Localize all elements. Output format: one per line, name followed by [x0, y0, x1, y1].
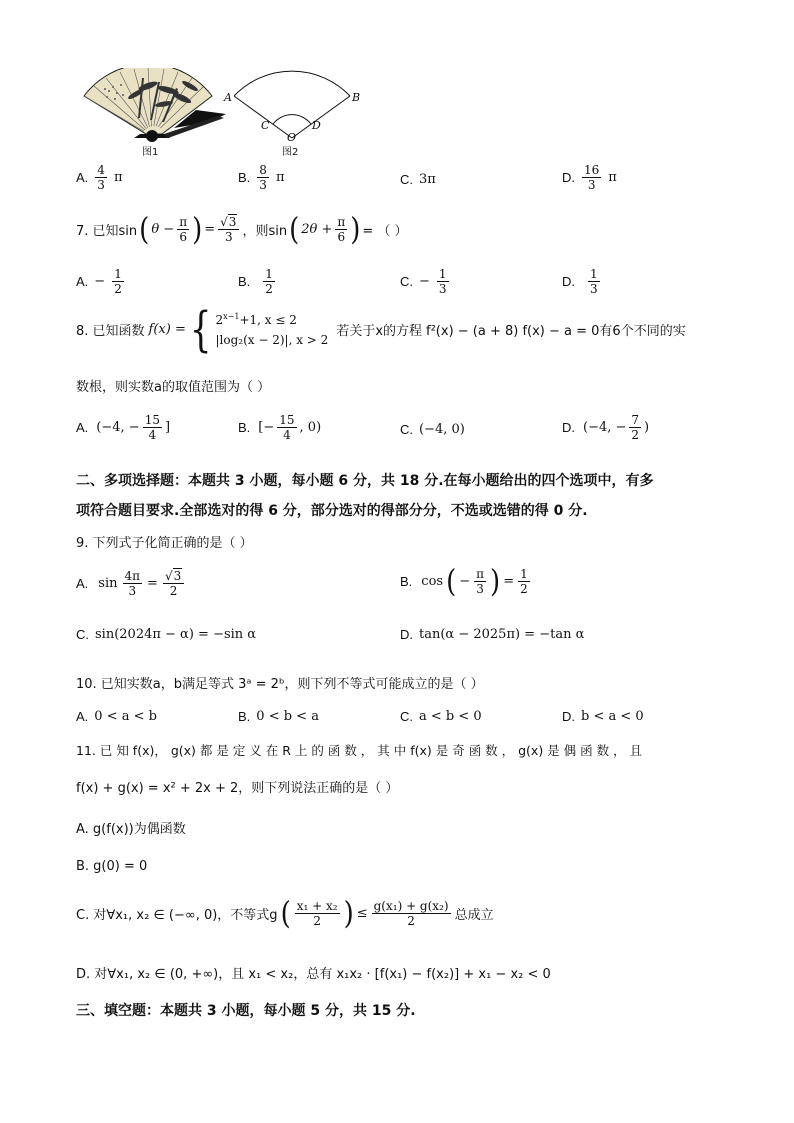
fraction	[257, 164, 269, 191]
suffix: π	[275, 170, 285, 185]
denominator: 3	[587, 178, 596, 192]
option-text: tan(α − 2025π) = −tan α	[419, 627, 585, 642]
fraction	[474, 568, 486, 595]
q11-line1: 11. 已 知 f(x)， g(x) 都 是 定 义 在 R 上 的 函 数 ， 其 中 f(x) 是 奇 函 数 ， g(x) 是 偶 函 数 ， 且	[76, 743, 643, 758]
numerator: 1	[590, 267, 598, 281]
q8-option-b[interactable]	[238, 414, 321, 441]
option-label: C.	[400, 422, 413, 437]
fraction	[177, 216, 189, 243]
denominator: 3	[97, 178, 105, 192]
q8-option-d[interactable]	[562, 414, 649, 441]
interval-open: (−4, −	[96, 420, 140, 435]
q7-stem	[76, 211, 408, 248]
q9-option-c[interactable]	[76, 627, 256, 642]
option-label: D.	[562, 709, 575, 724]
numerator: x₁ + x₂	[296, 899, 338, 913]
q7-prefix: 7. 已知sin	[76, 224, 138, 239]
denominator: 2	[520, 582, 528, 596]
q6-option-d[interactable]	[562, 164, 617, 191]
denominator: 2	[265, 282, 273, 296]
option-text: sin(2024π − α) = −sin α	[95, 627, 257, 642]
sqrt-radicand: 3	[173, 569, 182, 583]
point-a-label: A	[224, 91, 232, 104]
piecewise-case-2: |log₂(x − 2)|, x > 2	[215, 333, 329, 347]
numerator: π	[179, 215, 188, 229]
q6-options	[0, 164, 794, 194]
interval: (−4, 0)	[419, 422, 465, 437]
q7-option-c[interactable]	[400, 268, 450, 295]
q9-option-a[interactable]	[76, 570, 185, 597]
q6-option-a[interactable]	[76, 164, 122, 191]
option-label: C.	[400, 274, 413, 289]
sign: −	[419, 274, 430, 289]
point-d-label: D	[312, 119, 321, 132]
option-label: B.	[238, 420, 251, 435]
numerator: 15	[279, 413, 295, 427]
q8-fx: f(x) =	[148, 322, 186, 337]
option-label: B.	[238, 709, 251, 724]
q8-option-a[interactable]	[76, 414, 170, 441]
section2-heading-line2: 项符合题目要求.全部选对的得 6 分，部分选对的得部分分，不选或选错的得 0 分.	[76, 503, 588, 519]
fraction	[588, 268, 600, 295]
sign: −	[459, 574, 471, 589]
q7-option-b[interactable]	[238, 268, 276, 295]
le-sign: ≤	[356, 906, 368, 921]
option-text: 0 < a < b	[94, 709, 157, 724]
option-label: B.	[238, 170, 251, 185]
q10-options	[0, 709, 794, 739]
q10-option-d[interactable]	[562, 709, 644, 724]
q10-option-a[interactable]	[76, 709, 157, 724]
option-label: D.	[562, 420, 575, 435]
denominator: 2	[114, 282, 122, 296]
fraction	[582, 164, 601, 191]
numerator: g(x₁) + g(x₂)	[373, 899, 449, 913]
q11-option-c[interactable]	[76, 895, 494, 932]
q8-after: 若关于x的方程	[336, 324, 423, 339]
q7-tail: = （ ）	[362, 224, 408, 239]
suffix: π	[608, 170, 617, 185]
section2-heading-line1: 二、多项选择题：本题共 3 小题，每小题 6 分，共 18 分.在每小题给出的四个选项中，有多	[76, 473, 654, 489]
piecewise-cases	[216, 312, 329, 347]
q11-option-b[interactable]: B. g(0) = 0	[76, 859, 148, 874]
point-b-label: B	[352, 91, 361, 104]
q6-option-b[interactable]	[238, 164, 284, 191]
paren-close: )	[343, 895, 354, 932]
denominator: 3	[590, 282, 598, 296]
figure2-caption: 图2	[282, 147, 299, 158]
q7-options	[0, 268, 794, 298]
fraction	[163, 570, 184, 597]
option-text-pre: C. 对∀x₁, x₂ ∈ (−∞, 0)，不等式g	[76, 908, 278, 923]
numerator: 1	[438, 267, 447, 281]
q7-mid: ，则sin	[242, 224, 288, 239]
numerator: 16	[584, 163, 600, 177]
fraction	[629, 414, 641, 441]
section3-heading: 三、填空题：本题共 3 小题，每小题 5 分，共 15 分.	[76, 1003, 416, 1019]
interval-close: )	[644, 420, 650, 435]
denominator: 2	[169, 584, 178, 598]
q8-prefix: 8. 已知函数	[76, 324, 145, 339]
fraction	[218, 216, 239, 243]
q8-option-c[interactable]	[400, 422, 465, 437]
option-label: B.	[400, 574, 413, 589]
fraction	[123, 570, 143, 597]
option-text: a < b < 0	[419, 709, 482, 724]
option-label: C.	[400, 172, 413, 187]
q7-option-a[interactable]	[76, 268, 125, 295]
numerator: √3	[163, 570, 184, 584]
q6-option-c[interactable]	[400, 172, 436, 187]
q7-arg2: 2θ +	[301, 222, 333, 237]
paren-open: (	[446, 563, 457, 600]
paren-open: (	[289, 211, 300, 248]
q10-stem: 10. 已知实数a，b满足等式 3ᵃ = 2ᵇ，则下列不等式可能成立的是（ ）	[76, 677, 484, 692]
point-o-label: O	[287, 131, 297, 144]
numerator: 4	[97, 163, 105, 177]
option-value: 3π	[419, 172, 436, 187]
denominator: 4	[283, 428, 291, 442]
case1-exponent: x−1	[223, 312, 240, 321]
numerator: 7	[631, 413, 640, 427]
numerator: 8	[259, 163, 267, 177]
interval-open: (−4, −	[583, 420, 627, 435]
q9-option-d[interactable]	[400, 627, 584, 642]
q9-option-b[interactable]	[400, 563, 531, 600]
numerator: 15	[144, 413, 160, 427]
denominator: 2	[313, 914, 321, 928]
numerator: 1	[265, 267, 273, 281]
interval-open: [−	[258, 420, 275, 435]
case1-base: 2	[215, 313, 224, 327]
q11-option-d[interactable]: D. 对∀x₁, x₂ ∈ (0, +∞)，且 x₁ < x₂，总有 x₁x₂ · [f(x₁) − f(x₂)] + x₁ − x₂ < 0	[76, 967, 551, 982]
q8-options	[0, 414, 794, 444]
fraction	[95, 164, 107, 191]
denominator: 3	[259, 178, 267, 192]
q10-option-b[interactable]	[238, 709, 319, 724]
equals: =	[503, 574, 515, 589]
fraction	[295, 900, 340, 927]
fn-name: sin	[98, 576, 118, 591]
paren-close: )	[350, 211, 361, 248]
denominator: 2	[631, 428, 640, 442]
numerator: π	[476, 567, 485, 581]
option-label: B.	[238, 274, 251, 289]
q8-stem	[76, 301, 686, 358]
paren-close: )	[490, 563, 501, 600]
fraction	[335, 216, 347, 243]
numerator: 1	[114, 267, 122, 281]
q7-arg1: θ −	[151, 222, 175, 237]
denominator: 6	[179, 230, 187, 244]
fraction	[518, 568, 530, 595]
option-label: D.	[400, 627, 413, 642]
equals: =	[204, 222, 216, 237]
case1-rest: +1, x ≤ 2	[239, 313, 297, 327]
q8-equation: f²(x) − (a + 8) f(x) − a = 0有6个不同的实	[426, 324, 686, 339]
q10-option-c[interactable]	[400, 709, 482, 724]
option-label: A.	[76, 274, 89, 289]
fraction	[112, 268, 124, 295]
numerator: 4π	[124, 569, 141, 583]
option-label: A.	[76, 420, 89, 435]
denominator: 6	[337, 230, 346, 244]
q7-option-d[interactable]	[562, 268, 601, 295]
option-label: A.	[76, 170, 89, 185]
option-label: A.	[76, 576, 89, 591]
fraction	[372, 900, 451, 927]
fraction	[277, 414, 296, 441]
option-label: A.	[76, 709, 89, 724]
interval-close: ]	[164, 420, 171, 435]
denominator: 3	[128, 584, 137, 598]
fraction	[437, 268, 449, 295]
option-label: D.	[562, 274, 575, 289]
paren-open: (	[280, 895, 291, 932]
denominator: 2	[407, 914, 415, 928]
numerator: π	[337, 215, 346, 229]
numerator: 1	[520, 567, 528, 581]
equals: =	[147, 576, 158, 591]
denominator: 3	[438, 282, 447, 296]
suffix: π	[113, 170, 123, 185]
option-label: C.	[400, 709, 413, 724]
interval-close: , 0)	[299, 420, 322, 435]
q9-stem: 9. 下列式子化简正确的是（ ）	[76, 536, 253, 551]
denominator: 3	[224, 230, 233, 244]
option-label: C.	[76, 627, 89, 642]
q8-line2: 数根，则实数a的取值范围为（ ）	[76, 380, 271, 395]
folding-fan-figure	[78, 68, 226, 144]
piecewise-brace: {	[189, 301, 212, 358]
option-text: b < a < 0	[581, 709, 644, 724]
paren-open: (	[139, 211, 150, 248]
point-c-label: C	[261, 119, 270, 132]
figure1-caption: 图1	[142, 147, 159, 158]
numerator: √3	[218, 216, 239, 230]
sqrt-radicand: 3	[228, 215, 237, 229]
option-text: 0 < b < a	[256, 709, 319, 724]
fn-name: cos	[421, 574, 444, 589]
option-text-post: 总成立	[454, 908, 494, 923]
denominator: 3	[476, 582, 484, 596]
q11-line2: f(x) + g(x) = x² + 2x + 2，则下列说法正确的是（ ）	[76, 781, 399, 796]
sign: −	[94, 274, 106, 289]
denominator: 4	[148, 428, 157, 442]
option-label: D.	[562, 170, 575, 185]
q11-option-a[interactable]: A. g(f(x))为偶函数	[76, 822, 186, 837]
paren-close: )	[192, 211, 203, 248]
fraction	[263, 268, 275, 295]
fraction	[143, 414, 162, 441]
piecewise-case-1	[216, 312, 329, 327]
